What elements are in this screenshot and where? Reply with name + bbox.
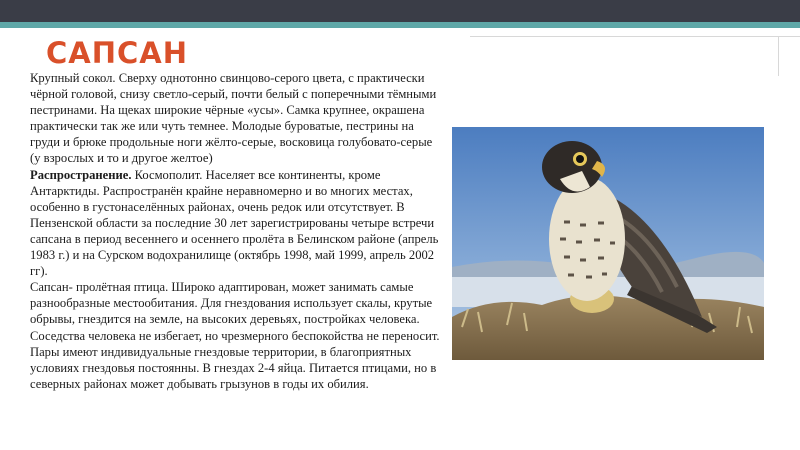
habitat-paragraph: [30, 279, 440, 392]
decorative-line: [470, 36, 800, 37]
paragraph-text: Сапсан- пролётная птица. Широко адаптирован, может занимать самые разнообразные местообитания. Для гнездования использует скалы, крутые обрывы, гнездится на земле, на высоких деревьях, постройках человека. Соседства человека не избегает, но чрезмерного беспокойства не переносит. Пары имеют индивидуальные гнездовые территории, в благоприятных условиях гнездовья постоянны. В гнездах 2-4 яйца. Питается птицами, но в северных районах может добывать грызунов в годы их обилия.: [30, 280, 440, 391]
top-accent-stripe: [0, 22, 800, 28]
distribution-paragraph: [30, 167, 440, 280]
paragraph-text: Космополит. Населяет все континенты, кроме Антарктиды. Распространён крайне неравномерно и во многих местах, особенно в густонаселённых районах, очень редок или отсутствует. В Пензенской области за последние 30 лет зарегистрированы четыре встречи сапсана в период весеннего и осеннего пролёта в Белинском районе (апрель 1983 г.) и на Сурском водохранилище (октябрь 1998, май 1999, апрель 2002 гг).: [30, 167, 439, 279]
paragraph-text: Крупный сокол. Сверху однотонно свинцово-серого цвета, с практически чёрной головой, снизу светло-серый, почти белый с поперечными тёмными пестринами. На щеках широкие чёрные «усы». Самка крупнее, окрашена практически так же или чуть темнее. Молодые буроватые, пестрины на груди и брюке продольные ноги жёлто-серые, восковица голубовато-серые (у взрослых и то и другое желтое): [30, 71, 437, 166]
slide-body: [30, 70, 440, 392]
distribution-label: Распространение.: [30, 167, 132, 182]
falcon-photo: [452, 127, 764, 360]
falcon-eye: [576, 155, 584, 163]
decorative-line-vertical: [778, 36, 779, 76]
description-paragraph: [30, 70, 440, 167]
top-bar: [0, 0, 800, 22]
slide-title: САПСАН: [46, 36, 188, 70]
